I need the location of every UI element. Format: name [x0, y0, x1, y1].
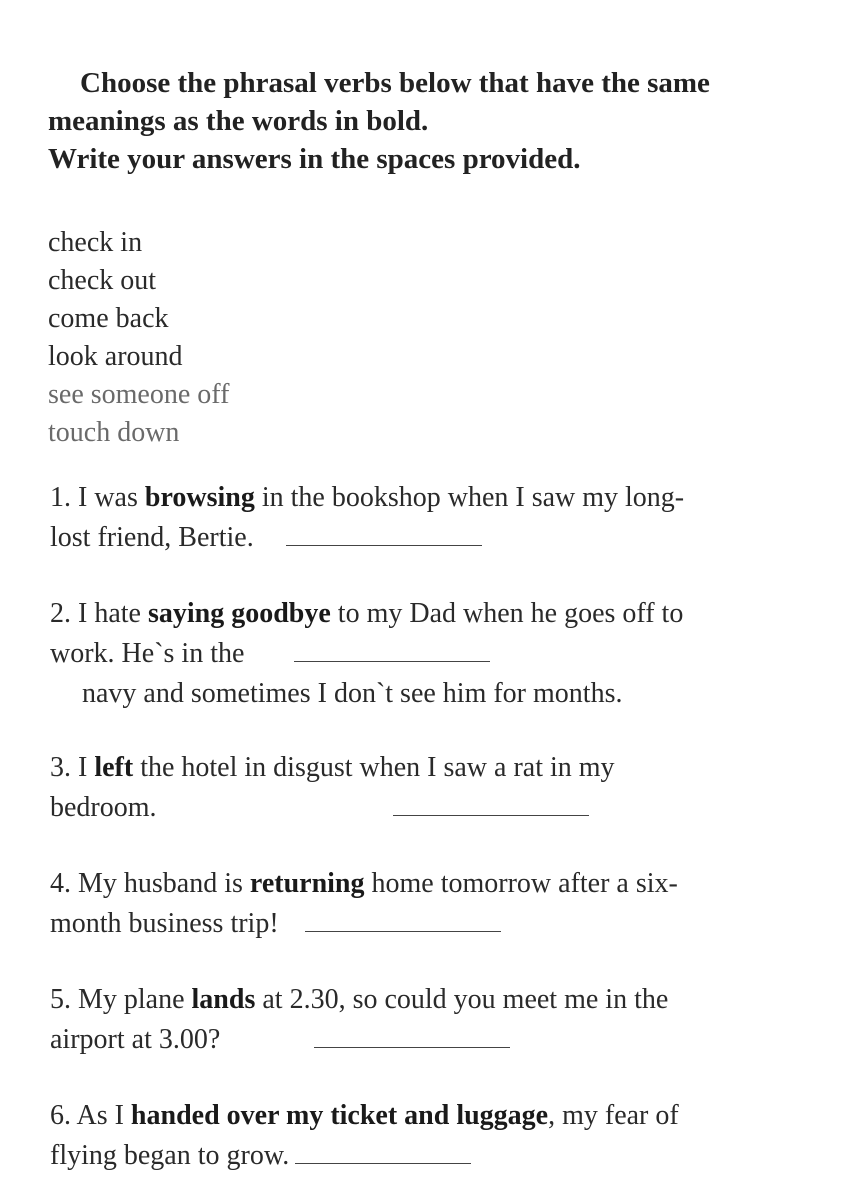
question-number: 2.	[50, 598, 71, 629]
answer-blank[interactable]	[294, 660, 490, 662]
instruction-line-3: Write your answers in the spaces provided.	[48, 143, 581, 175]
question-text: month business trip!	[50, 908, 279, 939]
question-number: 6.	[50, 1100, 71, 1131]
question-line	[50, 478, 810, 518]
question-text: to my Dad when he goes off to	[330, 598, 684, 629]
phrasal-verb-item: look around	[48, 341, 183, 372]
question-text: I	[78, 752, 95, 783]
question-number: 4.	[50, 868, 71, 899]
phrasal-verb-item: come back	[48, 303, 169, 334]
question-3	[50, 748, 810, 828]
question-text: , my fear of	[548, 1100, 679, 1131]
question-1	[50, 478, 810, 558]
question-2	[50, 594, 810, 714]
question-text: in the bookshop when I saw my long-	[254, 482, 685, 513]
phrasal-verb-item: see someone off	[48, 379, 230, 410]
bold-phrase: saying goodbye	[147, 598, 331, 629]
instruction-line-2: meanings as the words in bold.	[48, 105, 429, 137]
question-text: I was	[78, 482, 145, 513]
question-line	[50, 1096, 810, 1136]
question-text: lost friend, Bertie.	[50, 522, 254, 553]
phrasal-verb-item: check out	[48, 265, 157, 296]
question-line	[50, 1020, 810, 1060]
question-text: home tomorrow after a six-	[364, 868, 678, 899]
phrasal-verb-item: touch down	[48, 417, 180, 448]
question-line	[50, 788, 810, 828]
question-text: I hate	[78, 598, 148, 629]
question-line	[50, 904, 810, 944]
answer-blank[interactable]	[314, 1046, 510, 1048]
question-text: As I	[76, 1100, 131, 1131]
bold-phrase: browsing	[144, 482, 255, 513]
answer-blank[interactable]	[393, 814, 589, 816]
question-5	[50, 980, 810, 1060]
bold-phrase: handed over my ticket and luggage	[130, 1100, 549, 1131]
question-4	[50, 864, 810, 944]
question-line	[50, 1136, 810, 1176]
question-text: the hotel in disgust when I saw a rat in my	[133, 752, 615, 783]
answer-blank[interactable]	[286, 544, 482, 546]
question-text: navy and sometimes I don`t see him for months.	[82, 678, 623, 709]
question-text: work. He`s in the	[50, 638, 245, 669]
question-line	[50, 980, 810, 1020]
question-line	[50, 634, 810, 674]
question-text: flying began to grow.	[50, 1140, 290, 1171]
question-line	[50, 748, 810, 788]
question-line	[50, 864, 810, 904]
question-text: airport at 3.00?	[50, 1024, 221, 1055]
question-line	[50, 518, 810, 558]
question-text: bedroom.	[50, 792, 157, 823]
question-number: 1.	[50, 482, 71, 513]
question-number: 3.	[50, 752, 71, 783]
answer-blank[interactable]	[295, 1162, 471, 1164]
phrasal-verb-list	[48, 224, 229, 452]
question-line	[50, 594, 810, 634]
question-text: My plane	[78, 984, 192, 1015]
bold-phrase: lands	[191, 984, 256, 1015]
instruction-line-1: Choose the phrasal verbs below that have the same	[80, 67, 710, 99]
question-6	[50, 1096, 810, 1176]
phrasal-verb-item: check in	[48, 227, 143, 258]
bold-phrase: left	[94, 752, 134, 783]
question-number: 5.	[50, 984, 71, 1015]
question-line	[50, 674, 810, 714]
instructions	[48, 64, 828, 178]
question-text: at 2.30, so could you meet me in the	[255, 984, 669, 1015]
bold-phrase: returning	[249, 868, 365, 899]
question-text: My husband is	[78, 868, 250, 899]
answer-blank[interactable]	[305, 930, 501, 932]
